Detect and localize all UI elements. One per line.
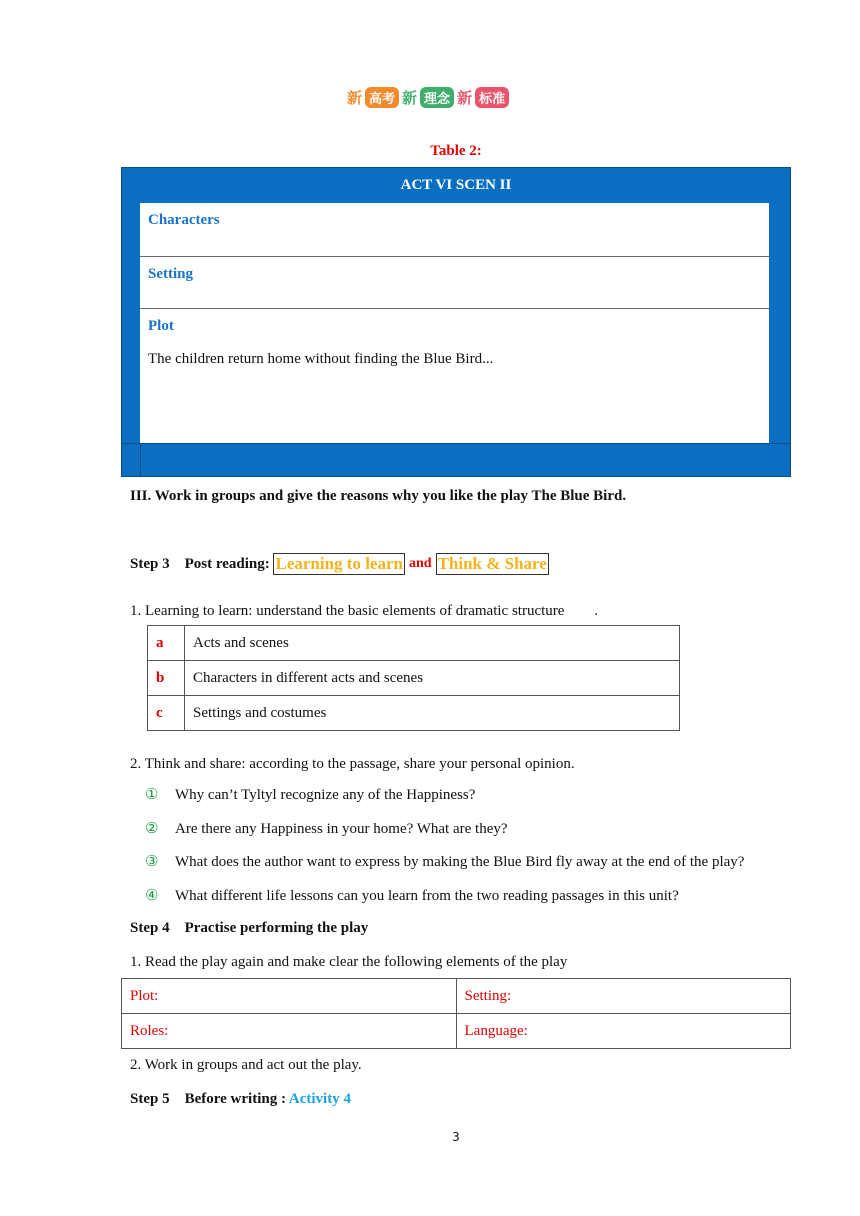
characters-cell (140, 203, 769, 257)
element-key: c (148, 696, 185, 731)
question-text: What different life lessons can you learn from the two reading passages in this unit? (175, 888, 679, 904)
question-item (145, 886, 679, 905)
setting-cell (140, 257, 769, 309)
step3-item2: 2. Think and share: according to the passage, share your personal opinion. (130, 756, 575, 772)
question-text: What does the author want to express by making the Blue Bird fly away at the end of the play? (175, 854, 745, 870)
think-share-box: Think & Share (437, 554, 547, 573)
element-text: Acts and scenes (185, 626, 680, 661)
element-text: Settings and costumes (185, 696, 680, 731)
plot-label: Plot (148, 318, 174, 334)
question-number: ④ (145, 888, 159, 904)
step5-prefix: Step 5 Before writing : (130, 1091, 289, 1107)
table-row (122, 979, 791, 1014)
activity-label: Activity 4 (288, 1091, 351, 1107)
table-row (148, 626, 680, 661)
dramatic-elements-table (147, 625, 680, 731)
act-scene-header: ACT VI SCEN II (400, 176, 512, 193)
characters-label: Characters (148, 212, 220, 228)
logo-text: 新 (457, 88, 473, 107)
table-row (122, 1014, 791, 1049)
and-text: and (408, 556, 432, 571)
page-number: 3 (452, 1130, 460, 1144)
question-number: ① (145, 787, 159, 803)
step4-item2: 2. Work in groups and act out the play. (130, 1057, 362, 1073)
element-cell: Plot: (122, 979, 457, 1014)
step5-heading (130, 1091, 351, 1108)
element-key: a (148, 626, 185, 661)
element-cell: Roles: (122, 1014, 457, 1049)
play-elements-table (121, 978, 791, 1049)
table-row (148, 661, 680, 696)
step4-heading: Step 4 Practise performing the play (130, 920, 369, 936)
element-cell: Setting: (456, 979, 791, 1014)
question-item (145, 819, 508, 838)
logo-text: 新 (402, 88, 418, 107)
table-row (148, 696, 680, 731)
logo-pill: 标准 (475, 87, 509, 108)
learning-to-learn-box: Learning to learn (275, 554, 403, 573)
logo-pill: 高考 (365, 87, 399, 108)
question-number: ② (145, 821, 159, 837)
section-heading: III. Work in groups and give the reasons why you like the play The Blue Bird. (130, 488, 627, 504)
table-divider (140, 443, 141, 477)
question-text: Why can’t Tyltyl recognize any of the Happiness? (175, 787, 476, 803)
logo-pill: 理念 (420, 87, 454, 108)
step3-item1: 1. Learning to learn: understand the basic elements of dramatic structure . (130, 603, 599, 619)
element-key: b (148, 661, 185, 696)
setting-label: Setting (148, 266, 193, 282)
question-item (145, 785, 475, 804)
step4-item1: 1. Read the play again and make clear the following elements of the play (130, 954, 568, 970)
element-cell: Language: (456, 1014, 791, 1049)
logo-text: 新 (347, 88, 363, 107)
plot-cell (140, 309, 769, 443)
header-logo (346, 86, 509, 108)
step3-heading (130, 553, 549, 575)
step3-prefix: Step 3 Post reading: (130, 555, 274, 572)
table-divider (121, 443, 791, 444)
plot-text: The children return home without finding the Blue Bird... (148, 351, 494, 367)
question-item (145, 852, 744, 871)
element-text: Characters in different acts and scenes (185, 661, 680, 696)
question-text: Are there any Happiness in your home? What are they? (175, 821, 508, 837)
table-title: Table 2: (430, 143, 482, 159)
question-number: ③ (145, 854, 159, 870)
